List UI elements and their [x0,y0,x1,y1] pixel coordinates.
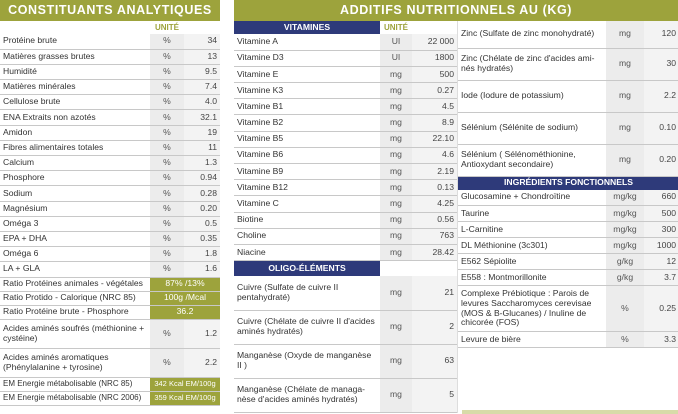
row-unit: % [150,110,184,125]
row-label: Cellulose brute [0,95,150,110]
row-value: 3.7 [644,270,678,286]
row-value: 4.25 [412,196,457,212]
row-value: 4.6 [412,147,457,163]
row-label: Levure de bière [458,332,606,348]
row-unit: mg [380,310,412,344]
row-label: Cuivre (Chélate de cuivre II d'acides aminés hydratés) [234,310,380,344]
analytical-row [0,247,220,262]
row-value: 34 [184,34,220,49]
row-value: 0.13 [412,180,457,196]
row-value: 0.25 [644,286,678,332]
analytical-row [0,156,220,171]
row-label: Oméga 3 [0,216,150,231]
analytical-title: CONSTITUANTS ANALYTIQUES [0,0,220,21]
row-label: Iode (Iodure de potassium) [458,80,606,112]
energy-row [0,391,220,405]
row-value: 11 [184,140,220,155]
row-value: 0.56 [412,212,457,228]
row-unit: % [150,216,184,231]
analytical-row [0,80,220,95]
row-label: Vitamine A [234,34,380,50]
unit-header: UNITÉ [155,22,179,32]
functional-title: INGRÉDIENTS FONCTIONNELS [458,177,678,190]
row-value: 500 [412,66,457,82]
mineral-row [458,21,678,48]
ratio-row [0,305,220,319]
row-label: Sélénium ( Sélénométhionine, Antioxydant secondaire) [458,144,606,176]
row-value: 2.2 [644,80,678,112]
row-value: 1.2 [184,319,220,348]
row-unit: mg [606,21,644,48]
vitamin-row [234,244,457,260]
analytical-row [0,110,220,125]
mineral-row [458,48,678,80]
row-value: 0.35 [184,231,220,246]
row-unit: % [150,171,184,186]
row-label: ENA Extraits non azotés [0,110,150,125]
row-value: 63 [412,344,457,378]
row-unit: % [150,95,184,110]
row-label: LA + GLA [0,262,150,277]
row-label: Acides aminés soufrés (méthionine + cystéine) [0,319,150,348]
row-label: Vitamine B6 [234,147,380,163]
analytical-row [0,262,220,277]
row-label: Vitamine B1 [234,99,380,115]
row-label: Taurine [458,206,606,222]
row-label: Cuivre (Sulfate de cuivre II pentahydraté) [234,276,380,310]
ratio-label: Ratio Protido - Calorique (NRC 85) [0,291,150,305]
vitamin-row [234,115,457,131]
vitamin-row [234,147,457,163]
row-label: Magnésium [0,201,150,216]
energy-label: EM Energie métabolisable (NRC 2006) [0,391,150,405]
row-unit: mg [606,80,644,112]
row-unit: % [150,125,184,140]
row-unit: mg [606,48,644,80]
functional-row [458,222,678,238]
row-value: 2.19 [412,164,457,180]
row-value: 0.27 [412,83,457,99]
row-unit: % [150,64,184,79]
row-label: Vitamine C [234,196,380,212]
row-unit: % [150,80,184,95]
analytical-row [0,201,220,216]
row-value: 4.5 [412,99,457,115]
row-unit: mg [380,228,412,244]
analytical-panel [0,0,220,406]
row-value: 1000 [644,238,678,254]
row-label: Acides aminés aromatiques (Phénylalanine + tyrosine) [0,348,150,377]
row-unit: mg [380,196,412,212]
ratio-value: 100g /Mcal [150,291,220,305]
row-label: Niacine [234,244,380,260]
row-label: Vitamine E [234,66,380,82]
row-value: 0.10 [644,112,678,144]
row-label: Vitamine B2 [234,115,380,131]
vitamin-row [234,212,457,228]
row-label: Matières minérales [0,80,150,95]
row-unit: % [150,262,184,277]
amino-row [0,319,220,348]
ratio-label: Ratio Protéines animales - végétales [0,277,150,291]
oligo-row [234,344,457,378]
row-label: Complexe Prébiotique : Parois de levures Saccharomyces cerevisae (MOS & B-Glucanes) / Inuline de chicorée (FOS) [458,286,606,332]
row-unit: mg [380,147,412,163]
mineral-row [458,144,678,176]
row-label: Vitamine B12 [234,180,380,196]
row-value: 13 [184,49,220,64]
row-value: 1800 [412,50,457,66]
row-unit: % [150,140,184,155]
row-label: Vitamine D3 [234,50,380,66]
minerals-table [458,21,678,177]
row-label: Sodium [0,186,150,201]
row-value: 28.42 [412,244,457,260]
functional-row [458,254,678,270]
row-label: Vitamine B9 [234,164,380,180]
analytical-row [0,186,220,201]
row-value: 30 [644,48,678,80]
functional-row [458,190,678,206]
row-value: 22.10 [412,131,457,147]
amino-row [0,348,220,377]
row-unit: % [150,49,184,64]
row-label: E562 Sépiolite [458,254,606,270]
row-unit: mg/kg [606,190,644,206]
analytical-row [0,34,220,49]
row-unit: % [150,319,184,348]
row-unit: mg [380,378,412,412]
row-label: Zinc (Chélate de zinc d'acides ami-nés hydratés) [458,48,606,80]
mineral-row [458,112,678,144]
row-value: 1.8 [184,247,220,262]
row-unit: mg [380,276,412,310]
row-unit: mg [380,212,412,228]
energy-row [0,377,220,391]
row-unit: mg [380,164,412,180]
row-value: 660 [644,190,678,206]
row-value: 2.2 [184,348,220,377]
row-unit: % [150,247,184,262]
row-label: Choline [234,228,380,244]
row-unit: g/kg [606,254,644,270]
vitamin-row [234,131,457,147]
functional-row [458,206,678,222]
row-value: 500 [644,206,678,222]
row-label: Humidité [0,64,150,79]
row-unit: mg [380,66,412,82]
vitamin-row [234,196,457,212]
row-value: 763 [412,228,457,244]
vitamin-row [234,228,457,244]
ratio-value: 36.2 [150,305,220,319]
vitamin-row [234,99,457,115]
row-label: Biotine [234,212,380,228]
row-unit: mg [380,83,412,99]
row-unit: % [150,201,184,216]
additives-panel [234,0,678,413]
oligo-row [234,276,457,310]
row-value: 9.5 [184,64,220,79]
row-value: 0.20 [644,144,678,176]
oligo-table [234,261,457,413]
row-unit: mg [380,180,412,196]
vitamins-table [234,21,457,261]
row-value: 32.1 [184,110,220,125]
row-unit: g/kg [606,270,644,286]
functional-row [458,286,678,332]
row-label: Protéine brute [0,34,150,49]
row-label: Oméga 6 [0,247,150,262]
row-value: 12 [644,254,678,270]
row-unit: mg [380,131,412,147]
additives-title: ADDITIFS NUTRITIONNELS AU (KG) [234,0,678,21]
row-value: 2 [412,310,457,344]
additives-left-col [234,21,457,413]
functional-table [458,177,678,349]
row-value: 120 [644,21,678,48]
ratio-row [0,277,220,291]
row-unit: % [606,286,644,332]
row-unit: % [150,231,184,246]
analytical-row [0,216,220,231]
row-label: Manganèse (Chélate de managa-nèse d'acides aminés hydratés) [234,378,380,412]
functional-row [458,332,678,348]
vitamin-row [234,34,457,50]
row-unit: % [606,332,644,348]
vitamin-row [234,164,457,180]
row-unit: mg/kg [606,222,644,238]
row-label: Matières grasses brutes [0,49,150,64]
row-unit: mg [380,115,412,131]
row-label: L-Carnitine [458,222,606,238]
row-label: Fibres alimentaires totales [0,140,150,155]
row-unit: % [150,348,184,377]
row-label: DL Méthionine (3c301) [458,238,606,254]
row-value: 0.20 [184,201,220,216]
additives-right-col [457,21,678,413]
ratio-label: Ratio Protéine brute - Phosphore [0,305,150,319]
row-unit: mg [380,99,412,115]
functional-row [458,238,678,254]
analytical-row [0,140,220,155]
energy-value: 342 Kcal EM/100g [150,377,220,391]
row-value: 22 000 [412,34,457,50]
vitamin-row [234,66,457,82]
analytical-row [0,49,220,64]
row-unit: UI [380,34,412,50]
row-unit: mg [606,112,644,144]
vitamins-title: VITAMINES [234,21,380,34]
ratio-value: 87% /13% [150,277,220,291]
row-value: 21 [412,276,457,310]
analytical-row [0,171,220,186]
vitamin-row [234,83,457,99]
analytical-row [0,95,220,110]
vitamin-row [234,50,457,66]
analytical-row [0,231,220,246]
row-label: Manganèse (Oxyde de manganèse II ) [234,344,380,378]
row-value: 3.3 [644,332,678,348]
row-label: Calcium [0,156,150,171]
row-unit: mg [380,244,412,260]
row-label: Zinc (Sulfate de zinc monohydraté) [458,21,606,48]
row-unit: mg/kg [606,238,644,254]
row-label: Vitamine K3 [234,83,380,99]
functional-row [458,270,678,286]
analytical-row [0,125,220,140]
row-value: 0.94 [184,171,220,186]
row-unit: mg [380,344,412,378]
row-value: 1.6 [184,262,220,277]
ratio-row [0,291,220,305]
row-label: EPA + DHA [0,231,150,246]
row-unit: % [150,186,184,201]
row-value: 0.28 [184,186,220,201]
row-label: Sélénium (Sélénite de sodium) [458,112,606,144]
row-unit: mg/kg [606,206,644,222]
row-unit: % [150,34,184,49]
oligo-row [234,310,457,344]
row-label: Amidon [0,125,150,140]
row-value: 5 [412,378,457,412]
analytical-row [0,64,220,79]
vitamins-unit-header: UNITÉ [384,22,408,32]
row-value: 300 [644,222,678,238]
row-value: 0.5 [184,216,220,231]
row-unit: % [150,156,184,171]
row-value: 4.0 [184,95,220,110]
row-unit: UI [380,50,412,66]
analytical-table [0,21,220,406]
energy-label: EM Energie métabolisable (NRC 85) [0,377,150,391]
row-value: 7.4 [184,80,220,95]
oligo-row [234,378,457,412]
vitamin-row [234,180,457,196]
row-label: Vitamine B5 [234,131,380,147]
row-value: 19 [184,125,220,140]
energy-value: 359 Kcal EM/100g [150,391,220,405]
oligo-title: OLIGO-ÉLÉMENTS [234,261,380,276]
row-value: 1.3 [184,156,220,171]
row-label: Phosphore [0,171,150,186]
mineral-row [458,80,678,112]
decorative-footer-bar [462,410,678,414]
row-unit: mg [606,144,644,176]
row-label: E558 : Montmorillonite [458,270,606,286]
row-label: Glucosamine + Chondroïtine [458,190,606,206]
row-value: 8.9 [412,115,457,131]
